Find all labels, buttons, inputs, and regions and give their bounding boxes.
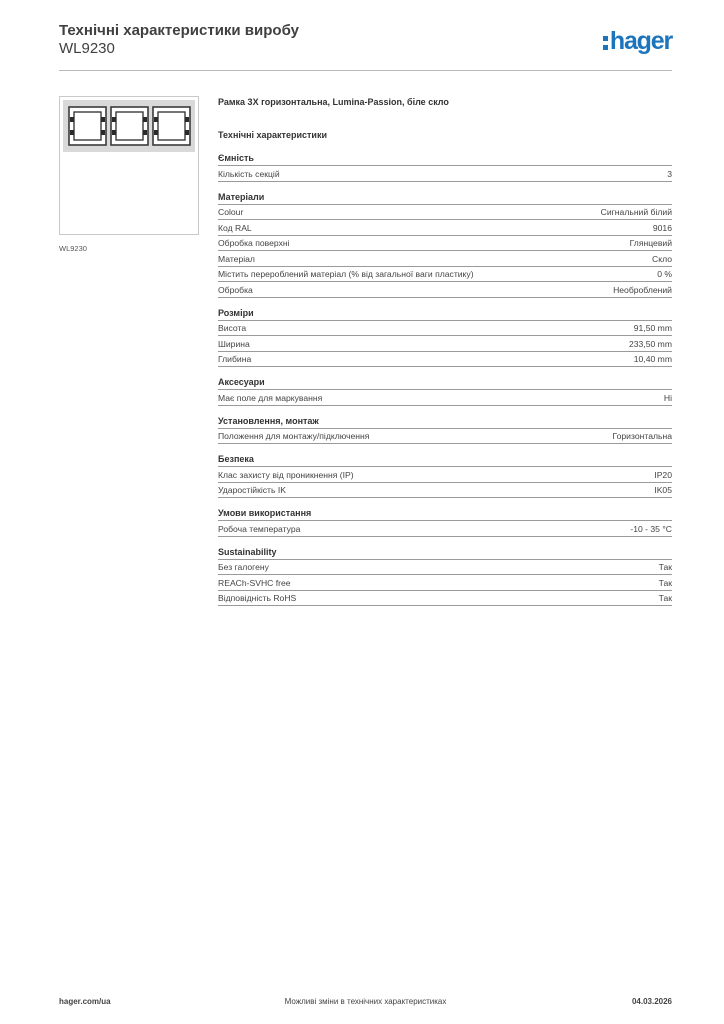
frame-3x-icon <box>60 97 200 236</box>
footer-website[interactable]: hager.com/ua <box>59 997 111 1006</box>
section-title: Аксесуари <box>218 376 672 390</box>
spec-label: Матеріал <box>218 253 255 264</box>
spec-value: Так <box>658 577 672 588</box>
spec-label: Містить перероблений матеріал (% від загальної ваги пластику) <box>218 269 474 279</box>
spec-sections <box>218 152 672 606</box>
spec-value: 9016 <box>652 222 672 233</box>
spec-row <box>218 322 672 336</box>
spec-row <box>218 353 672 367</box>
image-caption: WL9230 <box>59 244 87 253</box>
section-title: Sustainability <box>218 546 672 560</box>
spec-value: 3 <box>667 168 672 179</box>
section-title: Матеріали <box>218 191 672 205</box>
spec-section <box>218 307 672 368</box>
spec-label: Кількість секцій <box>218 168 280 179</box>
spec-label: Глибина <box>218 354 252 364</box>
spec-value: Глянцевий <box>629 238 672 248</box>
spec-row <box>218 577 672 591</box>
spec-value: Сигнальний білий <box>600 207 672 217</box>
spec-row <box>218 592 672 606</box>
spec-value: Скло <box>652 253 672 264</box>
spec-value: 10,40 mm <box>633 354 672 364</box>
product-name: Рамка 3Х горизонтальна, Lumina-Passion, біле скло <box>218 97 449 107</box>
spec-label: Висота <box>218 323 247 333</box>
hager-logo <box>603 28 672 54</box>
spec-value: 91,50 mm <box>633 323 672 333</box>
specs-title: Технічні характеристики <box>218 130 327 140</box>
spec-row <box>218 338 672 352</box>
spec-row <box>218 392 672 406</box>
spec-label: Відповідність RoHS <box>218 593 297 603</box>
page-footer <box>59 997 672 1011</box>
document-title: Технічні характеристики виробу <box>59 22 299 39</box>
section-title: Безпека <box>218 453 672 467</box>
footer-date: 04.03.2026 <box>631 997 672 1006</box>
spec-label: Обробка <box>218 284 253 295</box>
spec-section <box>218 191 672 298</box>
spec-row <box>218 237 672 251</box>
spec-row <box>218 430 672 444</box>
section-title: Розміри <box>218 307 672 321</box>
spec-label: Робоча температура <box>218 523 301 534</box>
spec-value: 0 % <box>657 269 672 279</box>
spec-label: Colour <box>218 207 244 217</box>
spec-row <box>218 206 672 220</box>
spec-row <box>218 284 672 298</box>
spec-row <box>218 222 672 236</box>
spec-value: IP20 <box>654 469 672 480</box>
spec-label: REACh-SVHC free <box>218 577 291 588</box>
logo-text: hager <box>609 27 672 55</box>
spec-row <box>218 561 672 575</box>
spec-label: Ширина <box>218 338 250 349</box>
spec-label: Ударостійкість IK <box>218 485 286 495</box>
spec-content <box>218 96 672 606</box>
spec-row <box>218 168 672 182</box>
spec-value: 233,50 mm <box>629 338 672 349</box>
footer-disclaimer: Можливі зміни в технічних характеристиках <box>284 997 447 1006</box>
spec-value: Так <box>658 593 672 603</box>
spec-value: IK05 <box>654 485 672 495</box>
spec-row <box>218 484 672 498</box>
spec-row <box>218 469 672 483</box>
spec-value: Необроблений <box>613 284 672 295</box>
spec-value: -10 - 35 °C <box>630 523 672 534</box>
spec-section <box>218 152 672 182</box>
spec-row <box>218 268 672 282</box>
spec-section <box>218 507 672 537</box>
spec-row <box>218 523 672 537</box>
document-subtitle: WL9230 <box>59 40 115 57</box>
spec-section <box>218 453 672 498</box>
section-title: Умови використання <box>218 507 672 521</box>
spec-label: Код RAL <box>218 222 252 233</box>
spec-section <box>218 546 672 607</box>
spec-section <box>218 415 672 445</box>
spec-value: Так <box>658 562 672 572</box>
section-title: Ємність <box>218 152 672 166</box>
product-image <box>59 96 199 235</box>
spec-value: Горизонтальна <box>612 431 672 441</box>
spec-section <box>218 376 672 406</box>
spec-label: Клас захисту від проникнення (IP) <box>218 469 354 480</box>
spec-value: Ні <box>663 392 672 403</box>
spec-row <box>218 253 672 267</box>
spec-label: Має поле для маркування <box>218 392 323 403</box>
page-header <box>59 22 672 71</box>
spec-label: Без галогену <box>218 562 269 572</box>
spec-label: Положення для монтажу/підключення <box>218 431 370 441</box>
section-title: Установлення, монтаж <box>218 415 672 429</box>
logo-dots-icon <box>603 36 608 50</box>
spec-label: Обробка поверхні <box>218 238 290 248</box>
